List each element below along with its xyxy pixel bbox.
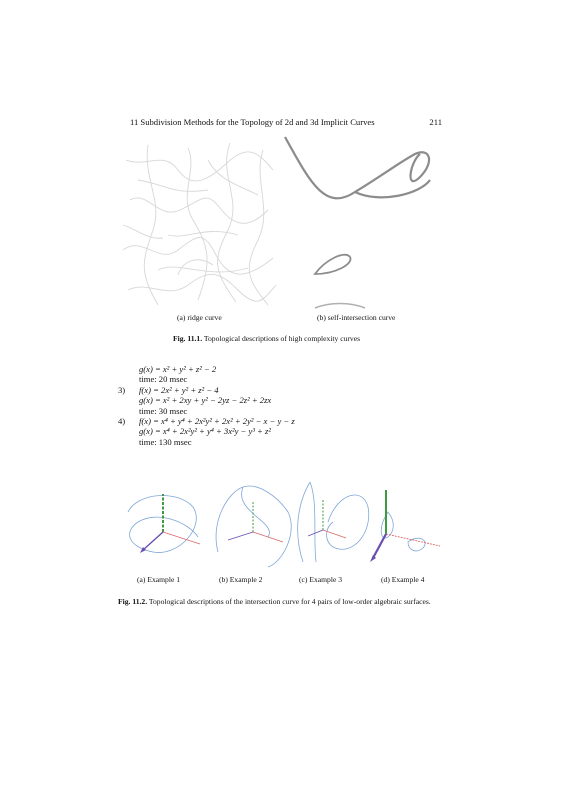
ridge-curve-figure — [118, 140, 278, 308]
equations-block — [118, 364, 295, 447]
equation-line — [118, 385, 295, 395]
equation-expression: f(x) = x⁴ + y⁴ + 2x²y² + 2x² + 2y² − x − y − z — [139, 416, 295, 427]
equation-expression: f(x) = 2x² + y² + z² − 4 — [139, 384, 219, 395]
subcaption-a: (a) ridge curve — [177, 313, 222, 322]
equation-number: 3) — [118, 384, 126, 395]
equation-number — [118, 406, 139, 416]
caption-label: Fig. 11.2. — [118, 597, 148, 606]
running-header — [130, 117, 442, 127]
intersection-curves-figure — [118, 482, 448, 572]
subcaption-example-1: (a) Example 1 — [137, 575, 181, 584]
timing-text: time: 30 msec — [139, 405, 188, 416]
equation-number: 4) — [118, 416, 126, 427]
example-2-plot — [216, 486, 291, 567]
subcaption-b: (b) self-intersection curve — [317, 313, 396, 322]
equation-number — [118, 374, 139, 384]
page-number: 211 — [429, 117, 442, 127]
equation-expression: g(x) = x⁴ + 2x²y² + y⁴ + 3x²y − y³ + z² — [139, 426, 271, 437]
equation-line — [118, 406, 295, 416]
timing-text: time: 130 msec — [139, 436, 192, 447]
figure-11-2-caption — [118, 597, 448, 607]
equation-line — [118, 426, 295, 436]
equation-expression: g(x) = x² + y² + z² − 2 — [139, 364, 217, 374]
self-intersection-curve-figure — [280, 132, 445, 312]
equation-line — [118, 416, 295, 426]
caption-text: Topological descriptions of the intersection curve for 4 pairs of low-order algebraic surfaces. — [147, 597, 431, 606]
equation-line — [118, 437, 295, 447]
subcaption-example-3: (c) Example 3 — [299, 575, 343, 584]
equation-line — [118, 374, 295, 384]
equation-number — [118, 426, 139, 436]
figure-11-1-caption — [173, 334, 360, 344]
equation-number — [118, 395, 139, 405]
example-3-plot — [298, 482, 369, 562]
caption-label: Fig. 11.1. — [173, 334, 203, 343]
equation-line — [118, 395, 295, 405]
running-title: 11 Subdivision Methods for the Topology of 2d and 3d Implicit Curves — [130, 117, 375, 127]
equation-line — [118, 364, 295, 374]
example-1-plot — [128, 494, 200, 553]
equation-expression: g(x) = x² + 2xy + y² − 2yz − 2z² + 2zx — [139, 395, 272, 406]
equation-number — [118, 437, 139, 447]
example-4-plot — [370, 490, 440, 562]
subcaption-example-2: (b) Example 2 — [219, 575, 263, 584]
equation-number — [118, 364, 139, 374]
caption-text: Topological descriptions of high complexity curves — [202, 334, 361, 343]
timing-text: time: 20 msec — [139, 374, 188, 385]
subcaption-example-4: (d) Example 4 — [381, 575, 425, 584]
